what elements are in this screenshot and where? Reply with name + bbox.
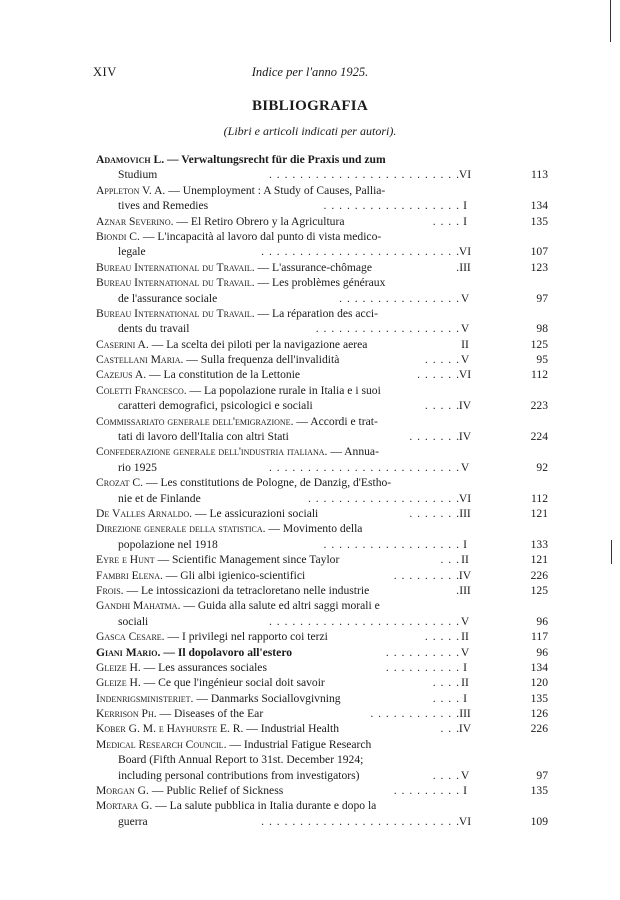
entry-page: 134 xyxy=(530,660,548,674)
entry-title: — La constitution de la Lettonie xyxy=(146,368,301,382)
entry-line xyxy=(96,414,548,429)
entry-line xyxy=(96,583,548,598)
entry-text xyxy=(96,629,328,644)
entry-volume: V xyxy=(460,460,470,474)
entry-line xyxy=(96,152,548,167)
entry-page: 92 xyxy=(536,460,548,474)
leader-dots: . . . . . . . . . . . . . . . . . . xyxy=(323,537,460,551)
entry-text xyxy=(96,260,372,275)
entry-text xyxy=(96,783,283,798)
entry-volume: I xyxy=(463,537,467,551)
entry-line xyxy=(96,691,548,706)
entry-author: Appleton V. A. xyxy=(96,183,166,197)
leader-dots: . xyxy=(456,583,460,597)
entry-author: Bureau International du Travail. xyxy=(96,276,255,290)
entry-continuation-line xyxy=(96,244,548,259)
entry-line xyxy=(96,475,548,490)
entry-page: 223 xyxy=(530,399,548,413)
entry-page: 125 xyxy=(530,337,548,351)
entry-text xyxy=(96,798,376,813)
entry-volume: III xyxy=(459,583,471,597)
entry-author: Frois. xyxy=(96,583,124,597)
entry-author: Bureau International du Travail. xyxy=(96,260,255,274)
entry-title: — Verwaltungsrecht für die Praxis und zum xyxy=(164,153,386,166)
entry-volume: I xyxy=(463,784,467,798)
bibliography-entry xyxy=(96,645,548,660)
entry-line xyxy=(96,214,548,229)
leader-dots: . . . . . . . . . . . . . . . . . . . . . . . . . xyxy=(268,614,460,628)
leader-dots: . . . . . . . . . xyxy=(393,568,460,582)
leader-dots: . . . . . . . . . . . . xyxy=(370,707,460,721)
entry-line xyxy=(96,444,548,459)
entry-continuation-line xyxy=(96,537,548,552)
leader-dots: . . . . . . . xyxy=(409,506,460,520)
entry-text xyxy=(96,214,344,229)
entry-title: — L'incapacità al lavoro dal punto di vista medico- xyxy=(139,229,382,243)
entry-page: 96 xyxy=(536,645,548,659)
entry-text xyxy=(96,152,386,167)
leader-dots: . . . . . . . . . . . . . . . . . . . . . . . . . xyxy=(268,460,460,474)
entry-text: Studium xyxy=(118,168,158,182)
entry-volume: III xyxy=(459,506,471,520)
entry-continuation-line xyxy=(96,614,548,629)
entry-continuation-line xyxy=(96,198,548,213)
entry-author: Crozat C. xyxy=(96,476,144,490)
entry-text: guerra xyxy=(118,814,148,828)
bibliography-entry xyxy=(96,798,548,829)
entry-text xyxy=(96,337,367,352)
entry-author: Biondi C. xyxy=(96,229,140,243)
bibliography-entry xyxy=(96,367,548,382)
bibliography-entry xyxy=(96,260,548,275)
entry-line xyxy=(96,706,548,721)
bibliography-entry xyxy=(96,475,548,506)
entry-text xyxy=(96,675,325,690)
entry-author: Fambri Elena. xyxy=(96,568,163,582)
entry-author: Coletti Francesco. xyxy=(96,383,187,397)
entry-author: Giani Mario. xyxy=(96,645,161,659)
entry-line xyxy=(96,629,548,644)
leader-dots: . . . . xyxy=(432,768,460,782)
leader-dots: . . . . . . . . . . . . . . . . . . . xyxy=(315,322,460,336)
entry-text xyxy=(96,275,385,290)
entry-volume: II xyxy=(461,630,469,644)
entry-volume: IV xyxy=(458,399,472,413)
leader-dots: . . . . . xyxy=(424,630,460,644)
entry-title: — I privilegi nel rapporto coi terzi xyxy=(164,630,328,644)
bibliography-entry xyxy=(96,506,548,521)
entry-volume: II xyxy=(461,553,469,567)
entry-title: — Ce que l'ingénieur social doit savoir xyxy=(140,676,325,690)
leader-dots: . . . . . . . . . . . . . . . . . . xyxy=(323,199,460,213)
entry-line xyxy=(96,337,548,352)
entry-line xyxy=(96,660,548,675)
entry-title: — La salute pubblica in Italia durante e dopo la xyxy=(152,799,377,813)
entry-volume: V xyxy=(460,768,470,782)
entry-text xyxy=(96,568,305,583)
running-title: Indice per l'anno 1925. xyxy=(251,65,369,79)
entry-page: 109 xyxy=(530,814,548,828)
entry-volume: I xyxy=(463,199,467,213)
bibliography-entry xyxy=(96,583,548,598)
margin-mark-bottom xyxy=(611,540,612,564)
entry-text xyxy=(96,521,362,536)
leader-dots: . xyxy=(456,260,460,274)
entry-continuation-line xyxy=(96,291,548,306)
bibliography-entry xyxy=(96,414,548,445)
leader-dots: . . . . . . . xyxy=(409,430,460,444)
entry-page: 134 xyxy=(530,199,548,213)
entry-title: — Les assurances sociales xyxy=(140,660,267,674)
entry-volume: I xyxy=(463,691,467,705)
section-subtitle: (Libri e articoli indicati per autori). xyxy=(223,124,397,138)
entry-title: — La popolazione rurale in Italia e i suoi xyxy=(186,383,381,397)
entry-volume: V xyxy=(460,353,470,367)
leader-dots: . . . . . . . . . . . . . . . . . . . . . . . . . . xyxy=(261,245,460,259)
entry-volume: V xyxy=(460,614,470,628)
entry-volume: V xyxy=(460,645,470,659)
entry-volume: VI xyxy=(458,814,472,828)
section-title: BIBLIOGRAFIA xyxy=(251,98,369,114)
entry-text: including personal contributions from investigators) xyxy=(118,768,360,782)
entry-text xyxy=(96,737,371,752)
entry-text: de l'assurance sociale xyxy=(118,291,218,305)
entry-author: Gandhi Mahatma. xyxy=(96,599,181,613)
entry-title: — Il dopolavoro all'estero xyxy=(160,645,293,659)
entry-continuation-line xyxy=(96,398,548,413)
entry-page: 226 xyxy=(530,568,548,582)
bibliography-entry xyxy=(96,660,548,675)
entry-text xyxy=(96,475,391,490)
entry-volume: VI xyxy=(458,368,472,382)
bibliography-entry xyxy=(96,691,548,706)
entry-volume: IV xyxy=(458,430,472,444)
entry-volume: II xyxy=(461,676,469,690)
entry-continuation-line xyxy=(96,460,548,475)
entry-text xyxy=(96,583,369,598)
entry-page: 112 xyxy=(531,491,548,505)
entry-title: — La scelta dei piloti per la navigazione aerea xyxy=(148,337,368,351)
margin-mark-top xyxy=(610,0,611,42)
page-number: XIV xyxy=(93,65,117,79)
entry-text xyxy=(96,660,267,675)
entry-page: 97 xyxy=(536,768,548,782)
entry-text xyxy=(96,352,339,367)
bibliography-entry xyxy=(96,598,548,629)
entry-page: 123 xyxy=(530,260,548,274)
bibliography-entry xyxy=(96,229,548,260)
entry-text xyxy=(96,645,292,660)
entry-title: — Gli albi igienico-scientifici xyxy=(162,568,306,582)
bibliography-entry xyxy=(96,352,548,367)
entry-volume: I xyxy=(463,660,467,674)
bibliography-entry xyxy=(96,275,548,306)
entry-page: 133 xyxy=(530,537,548,551)
entry-text xyxy=(96,367,300,382)
leader-dots: . . . . xyxy=(432,676,460,690)
entry-author: Commissariato generale dell'emigrazione. xyxy=(96,414,294,428)
entry-continuation-line xyxy=(96,321,548,336)
entry-text: rio 1925 xyxy=(118,460,157,474)
entry-author: Caserini A. xyxy=(96,337,149,351)
leader-dots: . . . . . . . . . . xyxy=(385,645,460,659)
entry-page: 96 xyxy=(536,614,548,628)
entry-page: 107 xyxy=(530,245,548,259)
entry-title: — Scientific Management since Taylor xyxy=(154,553,340,567)
entry-author: Kober G. M. e Hayhurste E. R. xyxy=(96,722,244,736)
entry-line xyxy=(96,275,548,290)
entry-text xyxy=(96,444,379,459)
entry-continuation-line xyxy=(96,167,548,182)
entry-volume: VI xyxy=(458,168,472,182)
entry-page: 97 xyxy=(536,291,548,305)
entry-author: Medical Research Council. xyxy=(96,737,227,751)
entry-text: tives and Remedies xyxy=(118,199,209,213)
entry-author: Morgan G. xyxy=(96,784,149,798)
entry-author: Kerrison Ph. xyxy=(96,707,157,721)
entry-author: Gleize H. xyxy=(96,676,141,690)
entry-title: — Movimento della xyxy=(265,522,363,536)
entry-volume: III xyxy=(459,707,471,721)
bibliography-entry xyxy=(96,306,548,337)
entry-page: 121 xyxy=(530,506,548,520)
entry-text: caratteri demografici, psicologici e sociali xyxy=(118,399,313,413)
entry-volume: I xyxy=(463,214,467,228)
entry-author: Eyre e Hunt xyxy=(96,553,155,567)
leader-dots: . . . . . . . . . . . . . . . . . . . . . . . . . . xyxy=(261,814,460,828)
bibliography-entry xyxy=(96,183,548,214)
entry-line xyxy=(96,306,548,321)
entry-title: — Les constitutions de Pologne, de Danzig, d'Esthо- xyxy=(143,476,392,490)
entry-continuation-line xyxy=(96,768,548,783)
entry-continuation-line xyxy=(96,491,548,506)
entry-line xyxy=(96,721,548,736)
bibliography-entry xyxy=(96,383,548,414)
entry-page: 135 xyxy=(530,784,548,798)
leader-dots: . . . xyxy=(440,553,460,567)
bibliography-entry xyxy=(96,783,548,798)
entry-line xyxy=(96,506,548,521)
entry-page: 112 xyxy=(531,368,548,382)
entry-page: 135 xyxy=(530,691,548,705)
entry-title: — Public Relief of Sickness xyxy=(148,784,284,798)
entry-text xyxy=(96,691,341,706)
entry-text: dents du travail xyxy=(118,322,190,336)
entry-volume: VI xyxy=(458,491,472,505)
entry-page: 135 xyxy=(530,214,548,228)
entry-text: tati di lavoro dell'Italia con altri Stati xyxy=(118,430,289,444)
entry-title: — Unemployment : A Study of Causes, Pallia- xyxy=(165,183,386,197)
entry-author: Bureau International du Travail. xyxy=(96,306,255,320)
entry-title: — El Retiro Obrero y la Agricultura xyxy=(173,214,345,228)
entry-page: 120 xyxy=(530,676,548,690)
leader-dots: . . . . . . . . . . xyxy=(385,660,460,674)
entry-continuation-line xyxy=(96,429,548,444)
entry-volume: III xyxy=(459,260,471,274)
entry-text: sociali xyxy=(118,614,149,628)
leader-dots: . . . . xyxy=(432,691,460,705)
leader-dots: . . . . xyxy=(432,214,460,228)
entry-title: — Accordi e trat- xyxy=(293,414,378,428)
entry-title: — Industrial Health xyxy=(243,722,340,736)
leader-dots: . . . . . . . . . . . . . . . . . . . . xyxy=(307,491,460,505)
entry-page: 121 xyxy=(530,553,548,567)
entry-page: 125 xyxy=(530,583,548,597)
leader-dots: . . . xyxy=(440,722,460,736)
entry-line xyxy=(96,183,548,198)
entry-page: 117 xyxy=(531,630,548,644)
bibliography-entry xyxy=(96,737,548,783)
entry-title: — Diseases of the Ear xyxy=(156,707,264,721)
leader-dots: . . . . . . . . . . . . . . . . xyxy=(339,291,460,305)
entry-line xyxy=(96,645,548,660)
entry-volume: VI xyxy=(458,245,472,259)
entry-volume: II xyxy=(461,337,469,351)
leader-dots: . . . . . . . . . . . . . . . . . . . . . . . . . xyxy=(268,168,460,182)
entry-text xyxy=(96,306,378,321)
entry-text xyxy=(96,229,381,244)
entry-text xyxy=(96,383,381,398)
entry-title: — Le intossicazioni da tetracloretano nelle industrie xyxy=(123,583,370,597)
entry-line xyxy=(96,367,548,382)
entry-line xyxy=(96,352,548,367)
entry-text xyxy=(96,552,339,567)
entry-text xyxy=(96,598,380,613)
entry-line xyxy=(96,783,548,798)
entry-author: Gleize H. xyxy=(96,660,141,674)
entry-line xyxy=(96,521,548,536)
entry-author: Cazejus A. xyxy=(96,368,147,382)
entry-title: — Le assicurazioni sociali xyxy=(192,506,319,520)
entry-line xyxy=(96,568,548,583)
entry-text: popolazione nel 1918 xyxy=(118,537,218,551)
leader-dots: . . . . . . xyxy=(417,368,460,382)
entry-text: nie et de Finlande xyxy=(118,491,201,505)
entry-author: Confederazione generale dell'industria italiana. xyxy=(96,445,328,459)
entry-page: 226 xyxy=(530,722,548,736)
entry-page: 98 xyxy=(536,322,548,336)
entry-volume: V xyxy=(460,291,470,305)
bibliography-entry xyxy=(96,675,548,690)
entry-text xyxy=(96,183,385,198)
entry-author: Direzione generale della statistica. xyxy=(96,522,266,536)
entry-title: — Industrial Fatigue Research xyxy=(226,737,372,751)
entry-volume: V xyxy=(460,322,470,336)
entry-title: — La réparation des acci- xyxy=(254,306,378,320)
page-header xyxy=(0,65,620,83)
entry-text xyxy=(96,506,318,521)
entry-title: — Danmarks Sociallovgivning xyxy=(193,691,341,705)
entry-title: — Les problèmes généraux xyxy=(254,276,386,290)
bibliography-entry xyxy=(96,568,548,583)
bibliography-entry xyxy=(96,214,548,229)
leader-dots: . . . . . xyxy=(424,353,460,367)
entry-line xyxy=(96,260,548,275)
entry-page: 224 xyxy=(530,430,548,444)
entry-continuation-line xyxy=(96,752,548,767)
entry-page: 95 xyxy=(536,353,548,367)
entry-author: Indenrigsministeriet. xyxy=(96,691,194,705)
entry-line xyxy=(96,737,548,752)
entry-volume: IV xyxy=(458,568,472,582)
entry-page: 126 xyxy=(530,707,548,721)
bibliography-entry xyxy=(96,721,548,736)
entry-author: Castellani Maria. xyxy=(96,353,184,367)
entry-author: Mortara G. xyxy=(96,799,153,813)
leader-dots: . . . . . . . . . xyxy=(393,784,460,798)
entry-line xyxy=(96,598,548,613)
entry-author: De Valles Arnaldo. xyxy=(96,506,193,520)
entry-title: — Sulla frequenza dell'invalidità xyxy=(183,353,340,367)
entry-page: 113 xyxy=(531,168,548,182)
entry-volume: IV xyxy=(458,722,472,736)
entry-line xyxy=(96,229,548,244)
bibliography-entry xyxy=(96,152,548,183)
entry-text: Board (Fifth Annual Report to 31st. December 1924; xyxy=(118,753,364,767)
leader-dots: . . . . . xyxy=(424,399,460,413)
entry-text: legale xyxy=(118,245,146,259)
bibliography-entry xyxy=(96,552,548,567)
bibliography-entry xyxy=(96,521,548,552)
entry-title: — L'assurance-chômage xyxy=(254,260,372,274)
entry-title: — Annua- xyxy=(327,445,379,459)
entry-text xyxy=(96,721,339,736)
entry-line xyxy=(96,383,548,398)
bibliography-entry xyxy=(96,629,548,644)
entry-author: Aznar Severino. xyxy=(96,214,174,228)
entry-line xyxy=(96,798,548,813)
entry-continuation-line xyxy=(96,814,548,829)
entry-text xyxy=(96,414,378,429)
bibliography-entry xyxy=(96,706,548,721)
bibliography-entry xyxy=(96,444,548,475)
bibliography-entry xyxy=(96,337,548,352)
entry-title: — Guida alla salute ed altri saggi morali e xyxy=(180,599,380,613)
entry-author: Gasca Cesare. xyxy=(96,630,165,644)
bibliography-list xyxy=(96,152,548,829)
entry-line xyxy=(96,675,548,690)
entry-text xyxy=(96,706,263,721)
entry-line xyxy=(96,552,548,567)
entry-author: Adamovich L. xyxy=(96,153,165,166)
